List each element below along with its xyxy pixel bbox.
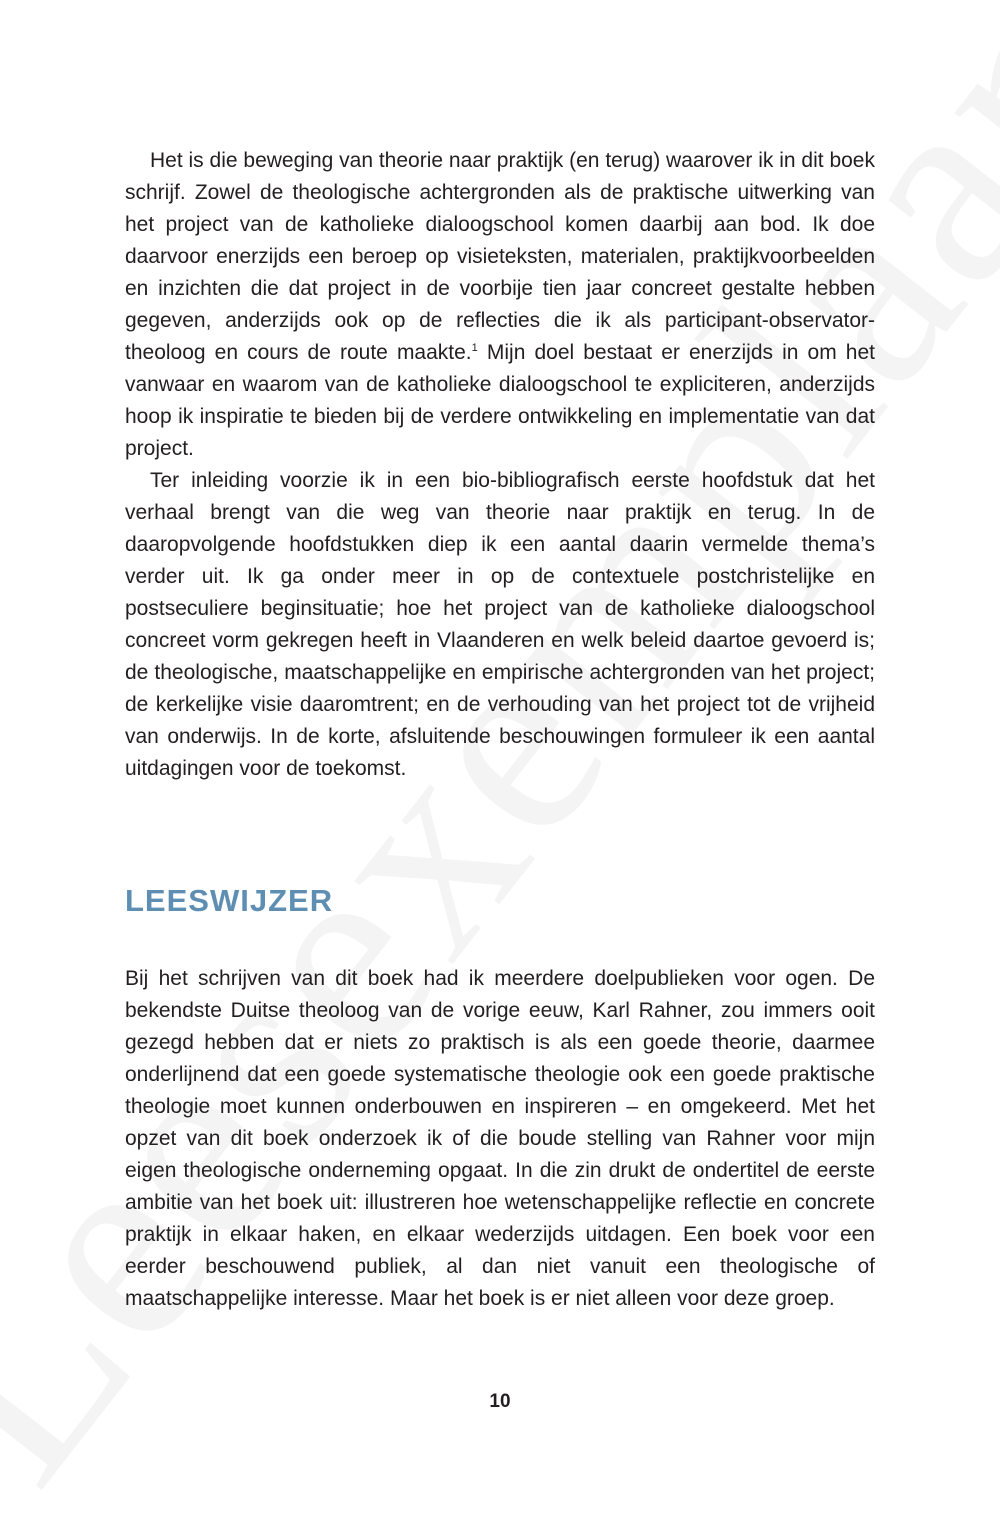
section-heading: LEESWIJZER [125,883,334,918]
section-paragraph-1: Bij het schrijven van dit boek had ik meerdere doelpublieken voor ogen. De bekendste Duitse theoloog van de vorige eeuw, Karl Rahner, zou immers ooit gezegd hebben dat er niets zo praktisch is als een goede theorie, daarmee onderlijnend dat een goede systematische theologie ook een goede praktische theologie moet kunnen onderbouwen en inspireren – en omgekeerd. Met het opzet van dit boek onderzoek ik of die boude stelling van Rahner voor mijn eigen theologische onderneming opgaat. In die zin drukt de ondertitel de eerste ambitie van het boek uit: illustreren hoe wetenschappelijke reflectie en concrete praktijk in elkaar haken, en elkaar wederzijds uitdagen. Een boek voor een eerder beschouwend publiek, al dan niet vanuit een theologische of maatschappelijke interesse. Maar het boek is er niet alleen voor deze groep. [125,967,875,1310]
footnote-marker[interactable]: 1 [471,342,478,354]
intro-paragraph-1-text: Het is die beweging van theorie naar praktijk (en terug) waarover ik in dit boek schrijf. Zowel de theologische achtergronden als de praktische uitwerking van het project van de katholieke dialoogschool komen daarbij aan bod. Ik doe daarvoor enerzijds een beroep op visieteksten, materialen, praktijkvoorbeelden en inzichten die dat project in de voorbije tien jaar concreet gestalte hebben gegeven, anderzijds ook op de reflecties die ik als participant-observator-theoloog en cours de route maakte. [125,149,875,364]
intro-paragraph-2: Ter inleiding voorzie ik in een bio-bibliografisch eerste hoofdstuk dat het verhaal brengt van die weg van theorie naar praktijk en terug. In de daaropvolgende hoofdstukken diep ik een aantal daarin vermelde thema’s verder uit. Ik ga onder meer in op de contextuele postchristelijke en postseculiere beginsituatie; hoe het project van de katholieke dialoogschool concreet vorm gekregen heeft in Vlaanderen en welk beleid daartoe gevoerd is; de theologische, maatschappelijke en empirische achtergronden van het project; de kerkelijke visie daaromtrent; en de verhouding van het project tot de vrijheid van onderwijs. In de korte, afsluitende beschouwingen formuleer ik een aantal uitdagingen voor de toekomst. [125,469,875,780]
page-body [125,145,875,1315]
intro-paragraph-1-continued: Mijn doel bestaat er enerzijds in om het vanwaar en waarom van de katholieke dialoogschool te expliciteren, anderzijds hoop ik inspiratie te bieden bij de verdere ontwikkeling en implementatie van dat project. [125,341,875,460]
page-number: 10 [489,1391,511,1412]
intro-paragraph-1 [125,145,875,465]
